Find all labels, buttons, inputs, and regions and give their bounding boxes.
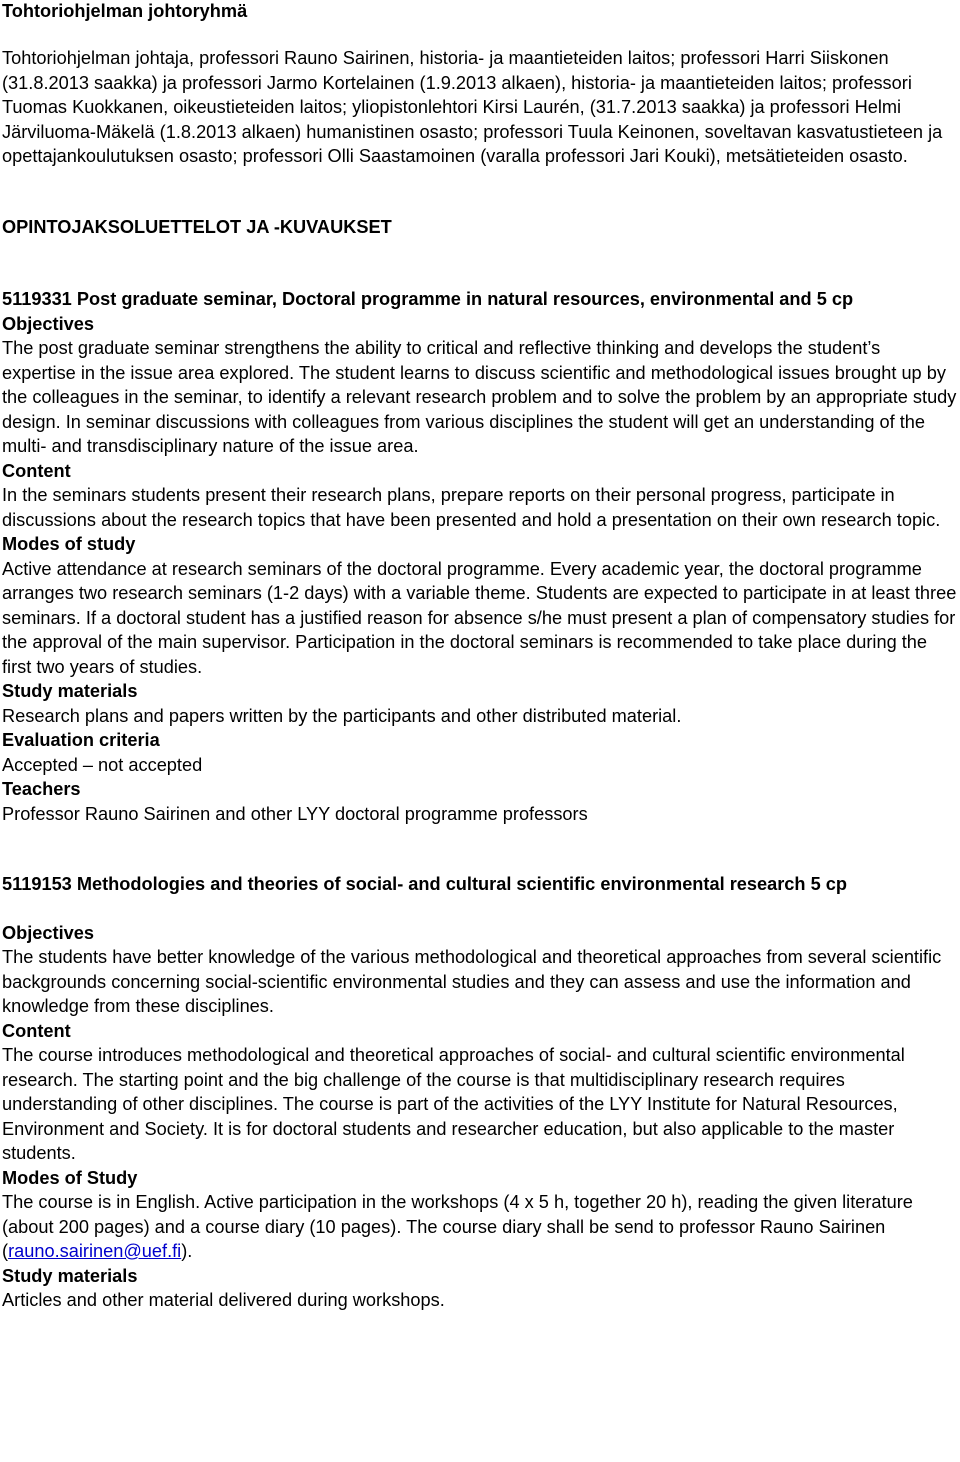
objectives-label: Objectives [2,313,94,334]
modes-of-study-label: Modes of Study [2,1167,138,1188]
modes-text-after: ). [181,1241,193,1261]
study-materials-text: Research plans and papers written by the participants and other distributed material. [2,705,682,726]
study-materials-text: Articles and other material delivered during workshops. [2,1290,445,1310]
course-5119153 [2,872,958,1313]
section-title: OPINTOJAKSOLUETTELOT JA -KUVAUKSET [2,216,392,237]
content-text: In the seminars students present their research plans, prepare reports on their personal progress, participate in discussions about the research topics that have been presented and hold a presentation on their own research topic. [2,485,941,530]
objectives-label: Objectives [2,922,94,943]
study-materials-label: Study materials [2,1265,138,1286]
board-members-text: Tohtoriohjelman johtaja, professori Rauno Sairinen, historia- ja maantieteiden laitos; professori Harri Siiskonen (31.8.2013 saakka) ja professori Jarmo Kortelainen (1.9.2013 alkaen), historia- ja maantieteiden laitos; professori Tuomas Kuokkanen, oikeustieteiden laitos; yliopistonlehtori Kirsi Laurén, (31.7.2013 saakka) ja professori Helmi Järviluoma-Mäkelä (1.8.2013 alkaen) humanistinen osasto; professori Tuula Keinonen, soveltavan kasvatustieteen ja opettajankoulutuksen osasto; professori Olli Saastamoinen (varalla professori Jari Kouki), metsätieteiden osasto. [2,48,943,166]
evaluation-criteria-label: Evaluation criteria [2,730,160,750]
course-title: 5119331 Post graduate seminar, Doctoral programme in natural resources, environmental and 5 cp [2,289,854,309]
content-label: Content [2,460,71,481]
modes-of-study-text [2,1190,958,1264]
objectives-text: The post graduate seminar strengthens the ability to critical and reflective thinking and develops the student’s expertise in the issue area explored. The student learns to discuss scientific and methodological issues brought up by the colleagues in the seminar, to identify a relevant research problem and to solve the problem by an appropriate study design. In seminar discussions with colleagues from various disciplines the student will get an understanding of the multi- and transdisciplinary nature of the issue area. [2,338,957,456]
teachers-text: Professor Rauno Sairinen and other LYY doctoral programme professors [2,803,588,824]
modes-text-before: The course is in English. Active participation in the workshops (4 x 5 h, together 20 h), reading the given literature (about 200 pages) and a course diary (10 pages). The course diary shall be send to professor Rauno Sairinen ( [2,1192,913,1261]
modes-of-study-text: Active attendance at research seminars of the doctoral programme. Every academic year, the doctoral programme arranges two research seminars (1-2 days) with a variable theme. Students are expected to participate in at least three seminars. If a doctoral student has a justified reason for absence s/he must present a plan of compensatory studies for the approval of the main supervisor. Participation in the doctoral seminars is recommended to take place during the first two years of studies. [2,558,957,677]
study-materials-label: Study materials [2,681,138,701]
course-5119331 [2,287,958,826]
objectives-text: The students have better knowledge of the various methodological and theoretical approaches from several scientific backgrounds concerning social-scientific environmental studies and they can assess and use the information and knowledge from these disciplines. [2,947,942,1016]
content-text: The course introduces methodological and theoretical approaches of social- and cultural scientific environmental research. The starting point and the big challenge of the course is that multidisciplinary research requires understanding of other disciplines. The course is part of the activities of the LYY Institute for Natural Resources, Environment and Society. It is for doctoral students and researcher education, but also applicable to the master students. [2,1045,905,1163]
document-page [2,0,958,1313]
email-link[interactable]: rauno.sairinen@uef.fi [8,1241,182,1261]
teachers-label: Teachers [2,779,81,799]
evaluation-criteria-text: Accepted – not accepted [2,754,203,775]
modes-of-study-label: Modes of study [2,534,136,554]
content-label: Content [2,1020,71,1041]
course-title: 5119153 Methodologies and theories of social- and cultural scientific environmental research 5 cp [2,874,847,894]
board-heading: Tohtoriohjelman johtoryhmä [2,1,248,21]
